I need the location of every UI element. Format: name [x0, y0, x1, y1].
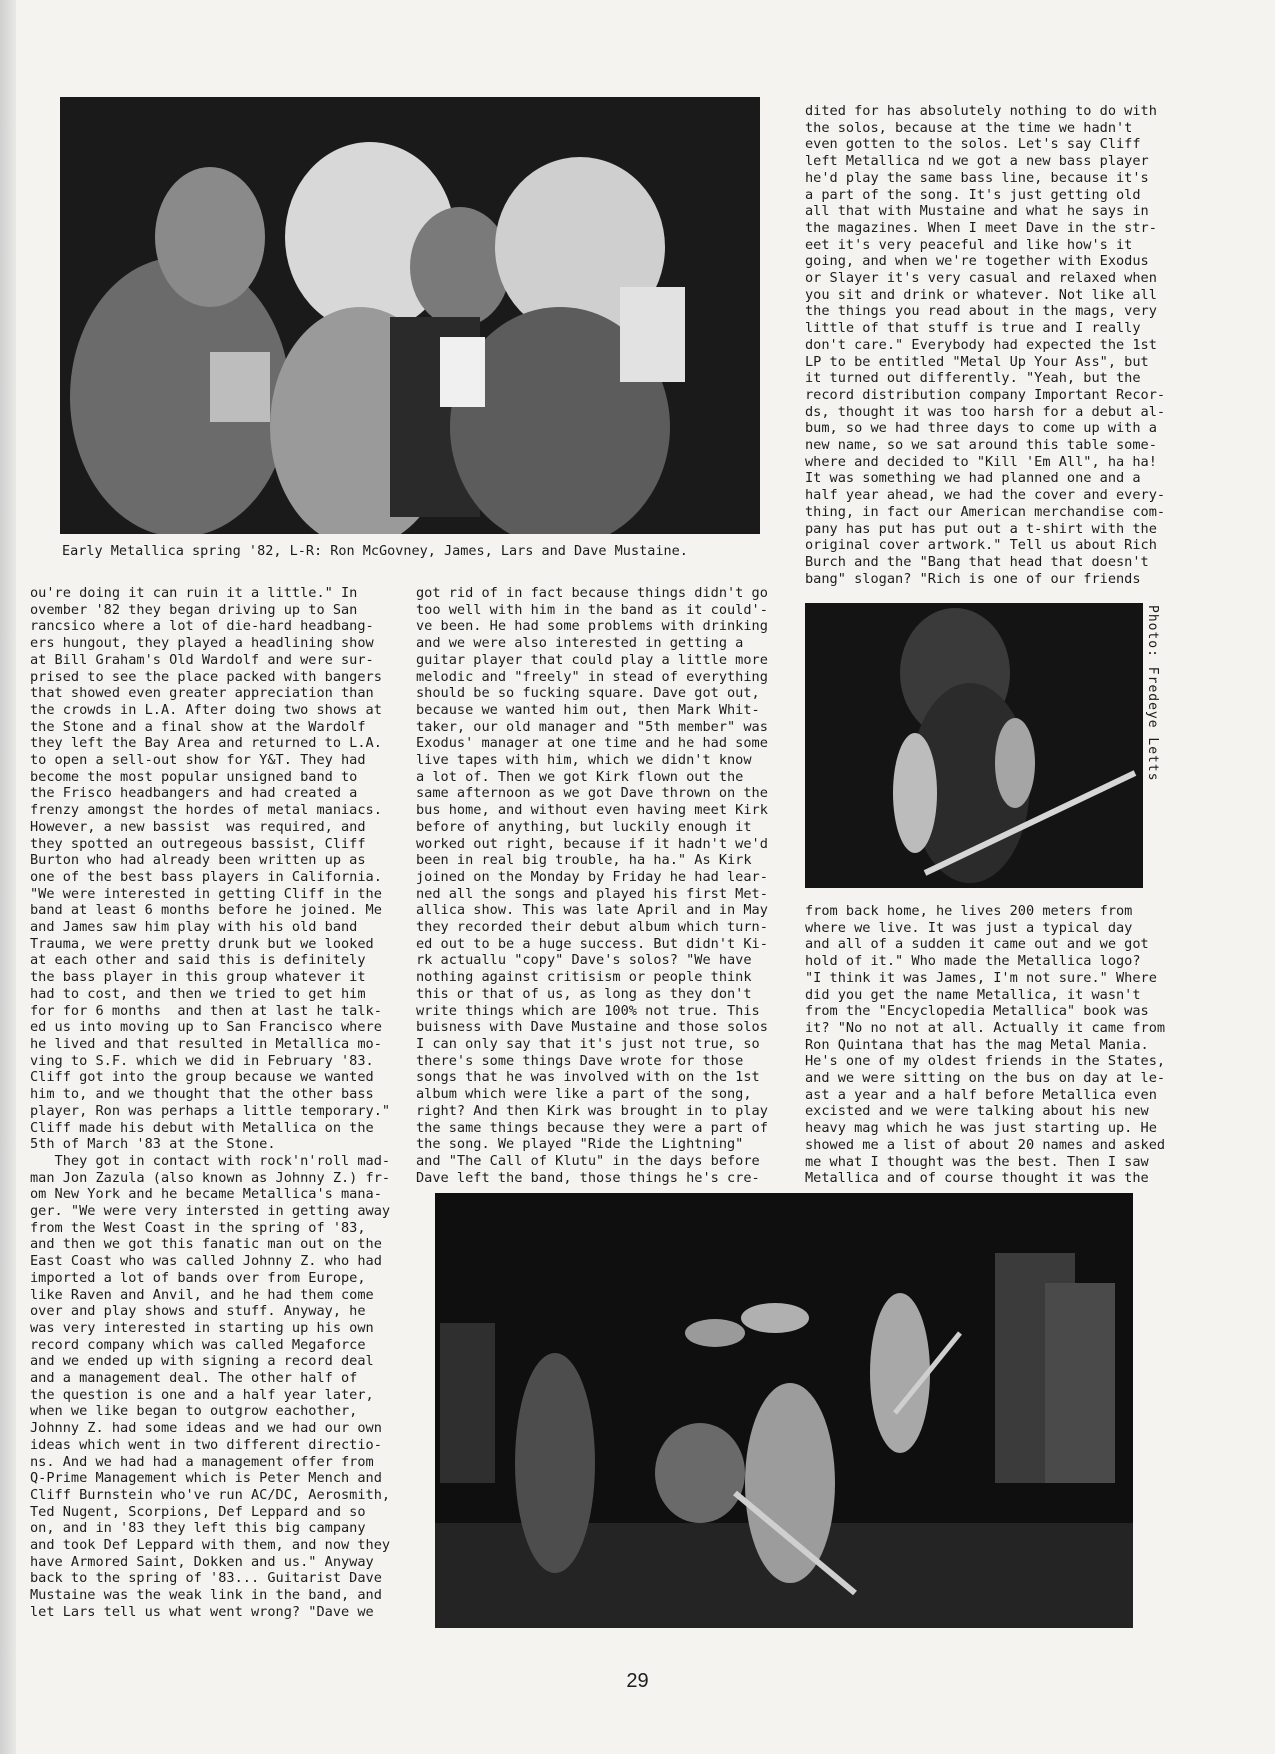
page-number: 29: [626, 1670, 649, 1692]
article-column-3-top: dited for has absolutely nothing to do with the solos, because at the time we hadn't even gotten to the solos. Let's say Cliff left Metallica nd we got a new bass player he'd play the same bass line, because it's a part of the song. It's just getting old all that with Mustaine and what he says in the magazines. When I meet Dave in the str- eet it's very peaceful and like how's it going, and when we're together with Exodus or Slayer it's very casual and relaxed when you sit and drink or whatever. Not like all the things you read about in the mags, very little of that stuff is true and I really don't care." Everybody had expected the 1st LP to be entitled "Metal Up Your Ass", but it turned out differently. "Yeah, but the record distribution company Important Recor- ds, thought it was too harsh for a debut al- bum, so we had three days to come up with a new name, so we sat around this table some- where and decided to "Kill 'Em All", ha ha! It was something we had planned one and a half year ahead, we had the cover and every- thing, in fact our American merchandise com- pany has put has put out a t-shirt with the original cover artwork." Tell us about Rich Burch and the "Bang that head that doesn't bang" slogan? "Rich is one of our friends: [805, 103, 1166, 587]
photo-caption: Early Metallica spring '82, L-R: Ron McGovney, James, Lars and Dave Mustaine.: [62, 543, 688, 559]
guitarist-photo-image: [805, 603, 1143, 888]
photo-credit: Photo: Fredeye Letts: [1145, 605, 1160, 782]
concert-photo-image: [435, 1193, 1133, 1628]
article-column-1: ou're doing it can ruin it a little." In ovember '82 they began driving up to San rancsico where a lot of die-hard headbang- ers hungout, they played a headlining show at Bill Graham's Old Wardolf and were sur- prised to see the place packed with bangers that showed even greater appreciation than the crowds in L.A. After doing two shows at the Stone and a final show at the Wardolf they left the Bay Area and returned to L.A. to open a sell-out show for Y&T. They had become the most popular unsigned band to the Frisco headbangers and had created a frenzy amongst the hordes of metal maniacs. However, a new bassist was required, and they spotted an outregeous bassist, Cliff Burton who had already been written up as one of the best bass players in California. "We were interested in getting Cliff in the band at least 6 months before he joined. Me and James saw him play with his old band Trauma, we were pretty drunk but we looked at each other and said this is definitely the bass player in this group whatever it had to cost, and then we tried to get him for for 6 months and then at last he talk- ed us into moving up to San Francisco where he lived and that resulted in Metallica mo- ving to S.F. which we did in February '83. Cliff got into the group because we wanted him to, and we thought that the other bass player, Ron was perhaps a little temporary." Cliff made his debut with Metallica on the 5th of March '83 at the Stone. They got in contact with rock'n'roll mad- man Jon Zazula (also known as Johnny Z.) fr- om New York and he became Metallica's mana- ger. "We were very intersted in getting away from the West Coast in the spring of '83, and then we got this fanatic man out on the East Coast who was called Johnny Z. who had imported a lot of bands over from Europe, like Raven and Anvil, and he had them come over and play shows and stuff. Anyway, he was very interested in starting up his own record company which was called Megaforce and we ended up with signing a record deal and a management deal. The other half of the question is one and a half year later, when we like began to outgrow eachother, Johnny Z. had some ideas and we had our own ideas which went in two different directio- ns. And we had had a management offer from Q-Prime Management which is Peter Mench and Cliff Burnstein who've run AC/DC, Aerosmith, Ted Nugent, Scorpions, Def Leppard and so on, and in '83 they left this big campany and took Def Leppard with them, and now they have Armored Saint, Dokken and us." Anyway back to the spring of '83... Guitarist Dave Mustaine was the weak link in the band, and let Lars tell us what went wrong? "Dave we: [30, 585, 391, 1620]
page-binding-edge: [0, 0, 16, 1754]
article-column-3-bottom: from back home, he lives 200 meters from where we live. It was just a typical day and all of a sudden it came out and we got hold of it." Who made the Metallica logo? "I think it was James, I'm not sure." Where did you get the name Metallica, it wasn't from the "Encyclopedia Metallica" book was it? "No no not at all. Actually it came from Ron Quintana that has the mag Metal Mania. He's one of my oldest friends in the States, and we were sitting on the bus on day at le- ast a year and a half before Metallica even excisted and we were talking about his new heavy mag which he was just starting up. He showed me a list of about 20 names and asked me what I thought was the best. Then I saw Metallica and of course thought it was the: [805, 903, 1166, 1187]
band-photo-top: [60, 97, 760, 534]
concert-photo: [435, 1193, 1133, 1628]
article-column-2: got rid of in fact because things didn't go too well with him in the band as it could'- ve been. He had some problems with drinking and we were also interested in getting a guitar player that could play a little more melodic and "freely" in stead of everything should be so fucking square. Dave got out, because we wanted him out, then Mark Whit- taker, our old manager and "5th member" was Exodus' manager at one time and he had some live tapes with him, which we didn't know a lot of. Then we got Kirk flown out the same afternoon as we got Dave thrown on the bus home, and without even having meet Kirk before of anything, but luckily enough it worked out right, because if it hadn't we'd been in real big trouble, ha ha." As Kirk joined on the Monday by Friday he had lear- ned all the songs and played his first Met- allica show. This was late April and in May they recorded their debut album which turn- ed out to be a huge success. But didn't Ki- rk actuallu "copy" Dave's solos? "We have nothing against critisism or people think this or that of us, as long as they don't write things which are 100% not true. This buisness with Dave Mustaine and those solos I can only say that it's just not true, so there's some things Dave wrote for those songs that he was involved with on the 1st album which were like a part of the song, right? And then Kirk was brought in to play the same things because they were a part of the song. We played "Ride the Lightning" and "The Call of Klutu" in the days before Dave left the band, those things he's cre-: [416, 585, 768, 1186]
band-photo-top-image: [60, 97, 760, 534]
guitarist-photo: [805, 603, 1143, 888]
